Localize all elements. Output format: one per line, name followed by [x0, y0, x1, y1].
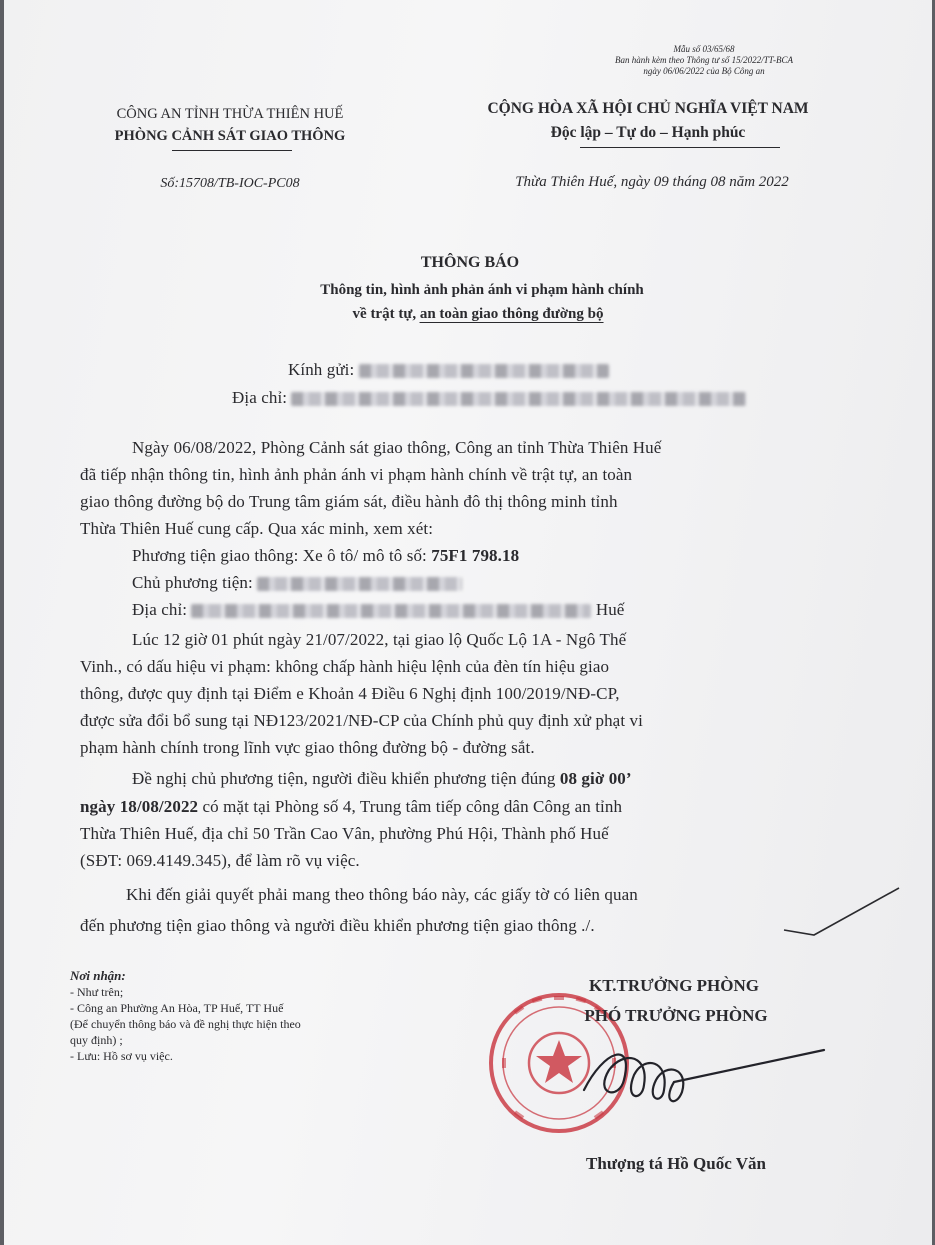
paragraph-line: Thừa Thiên Huế cung cấp. Qua xác minh, xem xét: — [80, 519, 434, 538]
signature-subtitle: PHÓ TRƯỞNG PHÒNG — [584, 1006, 768, 1025]
paragraph-line: giao thông đường bộ do Trung tâm giám sát, điều hành đô thị thông minh tỉnh — [80, 492, 618, 511]
paragraph-line: thông, được quy định tại Điểm e Khoản 4 Điều 6 Nghị định 100/2019/NĐ-CP, — [80, 684, 620, 703]
department-underline — [172, 150, 292, 151]
subtitle-part: về trật tự, — [352, 306, 420, 322]
paragraph-line: được sửa đổi bổ sung tại NĐ123/2021/NĐ-CP của Chính phủ quy định xử phạt vi — [80, 711, 643, 730]
document-number: Số:15708/TB-IOC-PC08 — [160, 176, 300, 191]
form-code-line: Mẫu số 03/65/68 — [673, 44, 735, 54]
redacted-owner-address — [191, 604, 591, 618]
document-subtitle-2 — [353, 306, 604, 323]
owner-address-tail: Huế — [595, 600, 625, 619]
recipient-item: (Để chuyển thông báo và đề nghị thực hiện theo — [70, 1017, 301, 1031]
recipient-item: - Lưu: Hồ sơ vụ việc. — [70, 1049, 173, 1063]
place-date: Thừa Thiên Huế, ngày 09 tháng 08 năm 2022 — [515, 174, 789, 190]
form-code-line: Ban hành kèm theo Thông tư số 15/2022/TT-BCA — [615, 55, 793, 65]
paragraph-line: Khi đến giải quyết phải mang theo thông báo này, các giấy tờ có liên quan — [126, 885, 638, 904]
recipients-list — [70, 968, 301, 1064]
paragraph-line: Thừa Thiên Huế, địa chỉ 50 Trần Cao Vân, phường Phú Hội, Thành phố Huế — [80, 824, 609, 843]
redacted-recipient-address — [291, 392, 746, 406]
text-part: có mặt tại Phòng số 4, Trung tâm tiếp công dân Công an tỉnh — [198, 797, 623, 816]
recipient-address-label: Địa chỉ: — [232, 388, 288, 407]
pen-check-mark-icon — [774, 880, 904, 940]
redacted-owner-name — [257, 577, 462, 591]
owner-label: Chủ phương tiện: — [132, 573, 253, 592]
appointment-date: ngày 18/08/2022 — [80, 797, 199, 816]
form-code — [615, 44, 793, 77]
paragraph-line: đến phương tiện giao thông và người điều khiển phương tiện giao thông ./. — [80, 916, 595, 935]
signature-title: KT.TRƯỞNG PHÒNG — [589, 976, 759, 995]
motto-underline — [580, 147, 780, 148]
document-page — [4, 0, 932, 1245]
nation-title: CỘNG HÒA XÃ HỘI CHỦ NGHĨA VIỆT NAM — [487, 100, 809, 117]
vehicle-line — [132, 546, 519, 566]
recipient-item: - Như trên; — [70, 985, 124, 999]
paragraph-line: phạm hành chính trong lĩnh vực giao thông đường bộ - đường sắt. — [80, 738, 535, 757]
appointment-time: 08 giờ 00’ — [559, 769, 632, 788]
recipient-to-label: Kính gửi: — [288, 360, 355, 379]
recipient-address — [232, 388, 746, 408]
document-subtitle: Thông tin, hình ảnh phản ánh vi phạm hành chính — [320, 282, 644, 298]
handwritten-signature-icon — [564, 1030, 844, 1120]
paragraph-line: (SĐT: 069.4149.345), để làm rõ vụ việc. — [80, 851, 360, 870]
paragraph-line: Vinh., có dấu hiệu vi phạm: không chấp hành hiệu lệnh của đèn tín hiệu giao — [80, 657, 610, 676]
recipient-to — [288, 360, 609, 380]
subtitle-underlined-part: an toàn giao thông đường bộ — [419, 306, 604, 322]
form-code-line: ngày 06/06/2022 của Bộ Công an — [643, 66, 765, 76]
recipient-item: quy định) ; — [70, 1033, 123, 1047]
vehicle-label: Phương tiện giao thông: Xe ô tô/ mô tô số: — [132, 546, 432, 565]
paragraph-line — [132, 769, 632, 789]
owner-line — [132, 573, 462, 593]
recipient-item: - Công an Phường An Hòa, TP Huế, TT Huế — [70, 1001, 284, 1015]
signer-name: Thượng tá Hồ Quốc Văn — [586, 1154, 766, 1173]
document-title: THÔNG BÁO — [420, 254, 520, 271]
department-name: PHÒNG CẢNH SÁT GIAO THÔNG — [114, 128, 346, 144]
owner-address-line — [132, 600, 624, 620]
redacted-recipient-name — [359, 364, 609, 378]
text-part: Đề nghị chủ phương tiện, người điều khiển phương tiện đúng — [132, 769, 560, 788]
agency-name: CÔNG AN TỈNH THỪA THIÊN HUẾ — [116, 106, 344, 122]
paragraph-line: đã tiếp nhận thông tin, hình ảnh phản ánh vi phạm hành chính về trật tự, an toàn — [80, 465, 633, 484]
owner-address-label: Địa chỉ: — [132, 600, 188, 619]
recipients-heading: Nơi nhận: — [70, 968, 126, 983]
vehicle-plate: 75F1 798.18 — [431, 546, 520, 565]
paragraph-line — [80, 797, 622, 817]
paragraph-line: Lúc 12 giờ 01 phút ngày 21/07/2022, tại giao lộ Quốc Lộ 1A - Ngô Thế — [132, 630, 627, 649]
national-motto: Độc lập – Tự do – Hạnh phúc — [550, 124, 746, 141]
paragraph-line: Ngày 06/08/2022, Phòng Cảnh sát giao thông, Công an tỉnh Thừa Thiên Huế — [132, 438, 662, 457]
